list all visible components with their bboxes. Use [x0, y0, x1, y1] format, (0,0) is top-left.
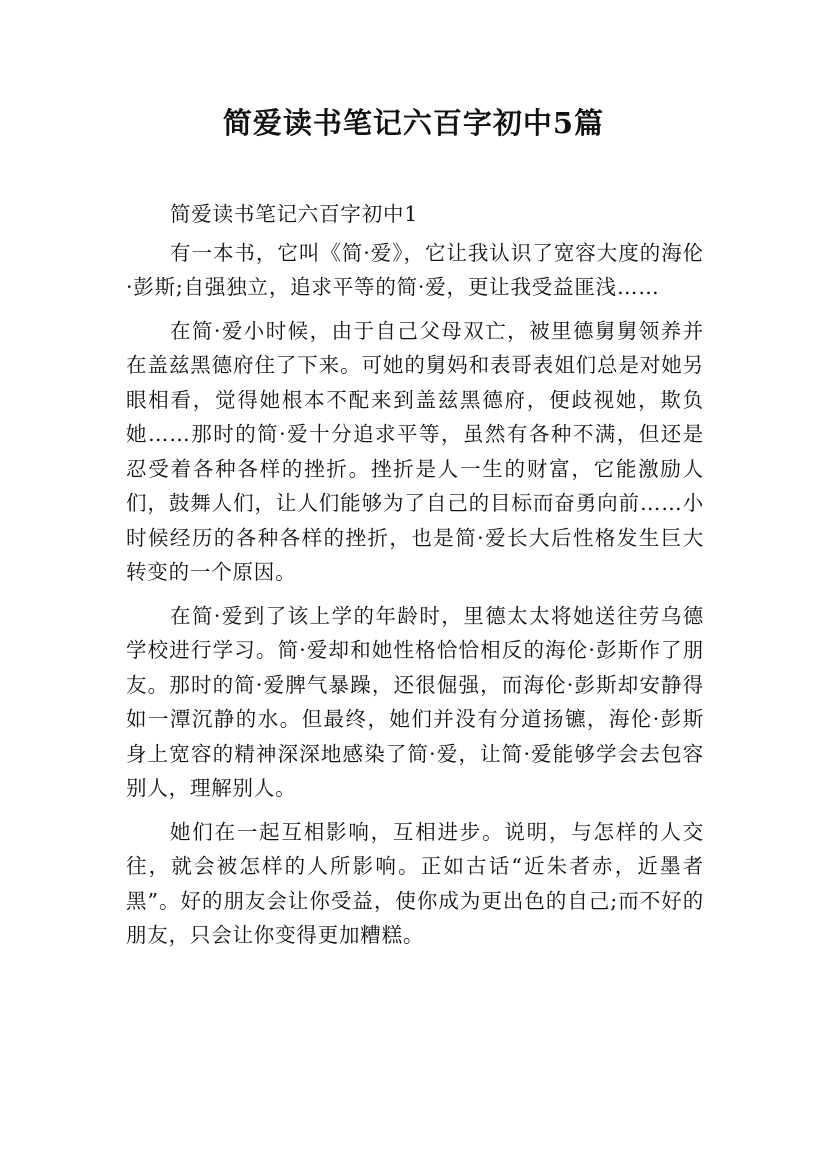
paragraph-2: 在简·爱小时候，由于自己父母双亡，被里德舅舅领养并在盖兹黑德府住了下来。可她的舅妈和表哥表姐们总是对她另眼相看，觉得她根本不配来到盖兹黑德府，便歧视她，欺负她……那时的简·爱十分追求平等，虽然有各种不满，但还是忍受着各种各样的挫折。挫折是人一生的财富，它能激励人们，鼓舞人们，让人们能够为了自己的目标而奋勇向前……小时候经历的各种各样的挫折，也是简·爱长大后性格发生巨大转变的一个原因。 — [126, 318, 704, 584]
section-heading: 简爱读书笔记六百字初中1 — [170, 202, 419, 226]
document-title: 简爱读书笔记六百字初中5篇 — [222, 106, 605, 140]
paragraph-3: 在简·爱到了该上学的年龄时，里德太太将她送往劳乌德学校进行学习。简·爱却和她性格恰恰相反的海伦·彭斯作了朋友。那时的简·爱脾气暴躁，还很倔强，而海伦·彭斯却安静得如一潭沉静的水。但最终，她们并没有分道扬镳，海伦·彭斯身上宽容的精神深深地感染了简·爱，让简·爱能够学会去包容别人，理解别人。 — [126, 603, 704, 800]
document-body — [126, 197, 704, 962]
paragraph-1: 有一本书，它叫《简·爱》，它让我认识了宽容大度的海伦·彭斯;自强独立，追求平等的简·爱，更让我受益匪浅…… — [126, 240, 704, 299]
paragraph-4: 她们在一起互相影响，互相进步。说明，与怎样的人交往，就会被怎样的人所影响。正如古话“近朱者赤，近墨者黑”。好的朋友会让你受益，使你成为更出色的自己;而不好的朋友，只会让你变得更加糟糕。 — [126, 819, 704, 947]
